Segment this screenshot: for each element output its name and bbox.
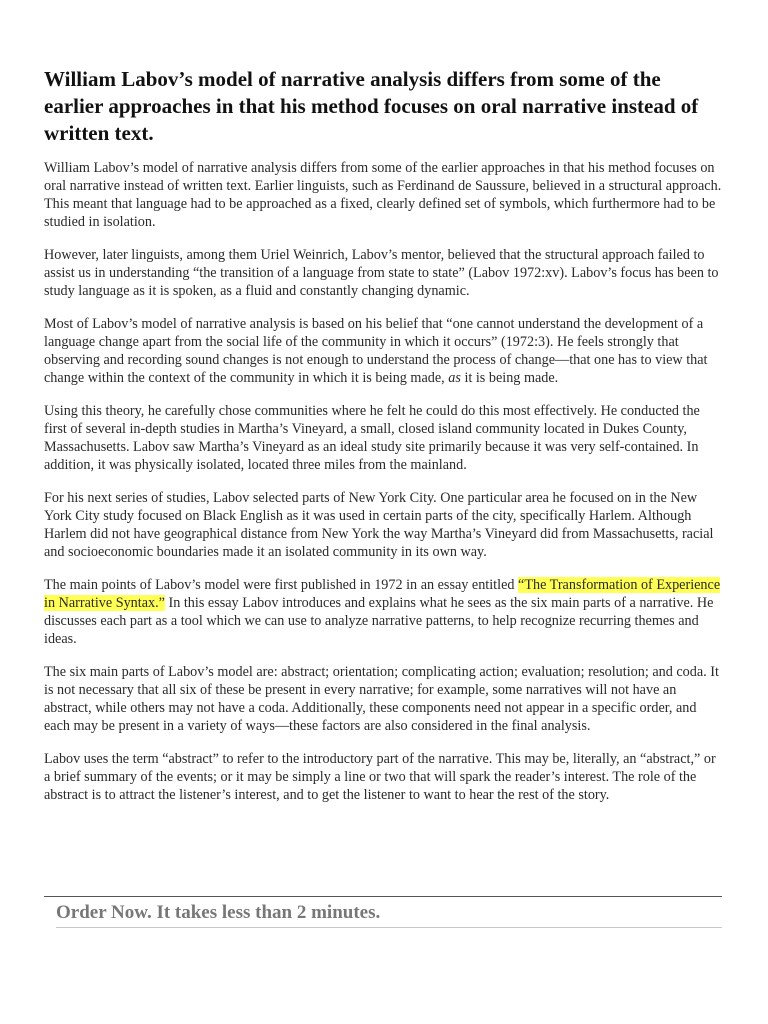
order-now-link[interactable]: Order Now. It takes less than 2 minutes.	[56, 902, 381, 923]
paragraph-8: Labov uses the term “abstract” to refer to the introductory part of the narrative. This may be, literally, an “abstract,” or a brief summary of the events; or it may be simply a line or two that will spark the reader’s interest. The role of the abstract is to attract the listener’s interest, and to get the listener to want to hear the rest of the story.	[44, 751, 716, 803]
paragraph-5: For his next series of studies, Labov selected parts of New York City. One particular area he focused on in the New York City study focused on Black English as it was used in certain parts of the city, specifically Harlem. Although Harlem did not have geographical distance from New York the way Martha’s Vineyard did from Massachusetts, racial and socioeconomic boundaries made it an isolated community in its own way.	[44, 490, 714, 560]
banner-bottom-divider	[56, 927, 722, 928]
paragraph-7: The six main parts of Labov’s model are: abstract; orientation; complicating action; evaluation; resolution; and coda. It is not necessary that all six of these be present in every narrative; for example, some narratives will not have an abstract, while others may not have a coda. Additionally, these components need not appear in a specific order, and each may be present in a variety of ways—these factors are also considered in the final analysis.	[44, 664, 719, 734]
article	[44, 66, 724, 819]
article-body	[44, 159, 724, 804]
paragraph-2: However, later linguists, among them Uriel Weinrich, Labov’s mentor, believed that the structural approach failed to assist us in understanding “the transition of a language from state to state” (Labov 1972:xv). Labov’s focus has been to study language as it is spoken, as a fluid and constantly changing dynamic.	[44, 247, 719, 299]
paragraph-4: Using this theory, he carefully chose communities where he felt he could do this most effectively. He conducted the first of several in-depth studies in Martha’s Vineyard, a small, closed island community located in Dukes County, Massachusetts. Labov saw Martha’s Vineyard as an ideal study site primarily because it was very self-contained. In addition, it was physically isolated, located three miles from the mainland.	[44, 403, 700, 473]
paragraph-3	[44, 315, 724, 387]
paragraph-6-text: The main points of Labov’s model were first published in 1972 in an essay entitled	[44, 577, 519, 593]
paragraph-6-text-end: In this essay Labov introduces and explains what he sees as the six main parts of a narrative. He discusses each part as a tool which we can use to analyze narrative patterns, to help recognize recurring themes and ideas.	[44, 595, 714, 647]
article-headline: William Labov’s model of narrative analysis differs from some of the earlier approaches in that his method focuses on oral narrative instead of written text.	[44, 67, 699, 145]
paragraph-3-text-end: it is being made.	[460, 370, 559, 386]
highlighted-essay-title: “The Transformation of Experience in Narrative Syntax.”	[44, 577, 721, 611]
paragraph-6	[44, 576, 724, 648]
paragraph-3-emphasis: as	[448, 370, 461, 386]
order-now-banner	[44, 896, 722, 928]
paragraph-1: William Labov’s model of narrative analysis differs from some of the earlier approaches in that his method focuses on oral narrative instead of written text. Earlier linguists, such as Ferdinand de Saussure, believed in a structural approach. This meant that language had to be approached as a fixed, clearly defined set of symbols, which furthermore had to be studied in isolation.	[44, 160, 722, 230]
paragraph-3-text: Most of Labov’s model of narrative analysis is based on his belief that “one cannot understand the development of a language change apart from the social life of the community in which it occurs” (1972:3). He feels strongly that observing and recording sound changes is not enough to understand the process of change—that one has to view that change within the context of the community in which it is being made,	[44, 316, 708, 386]
